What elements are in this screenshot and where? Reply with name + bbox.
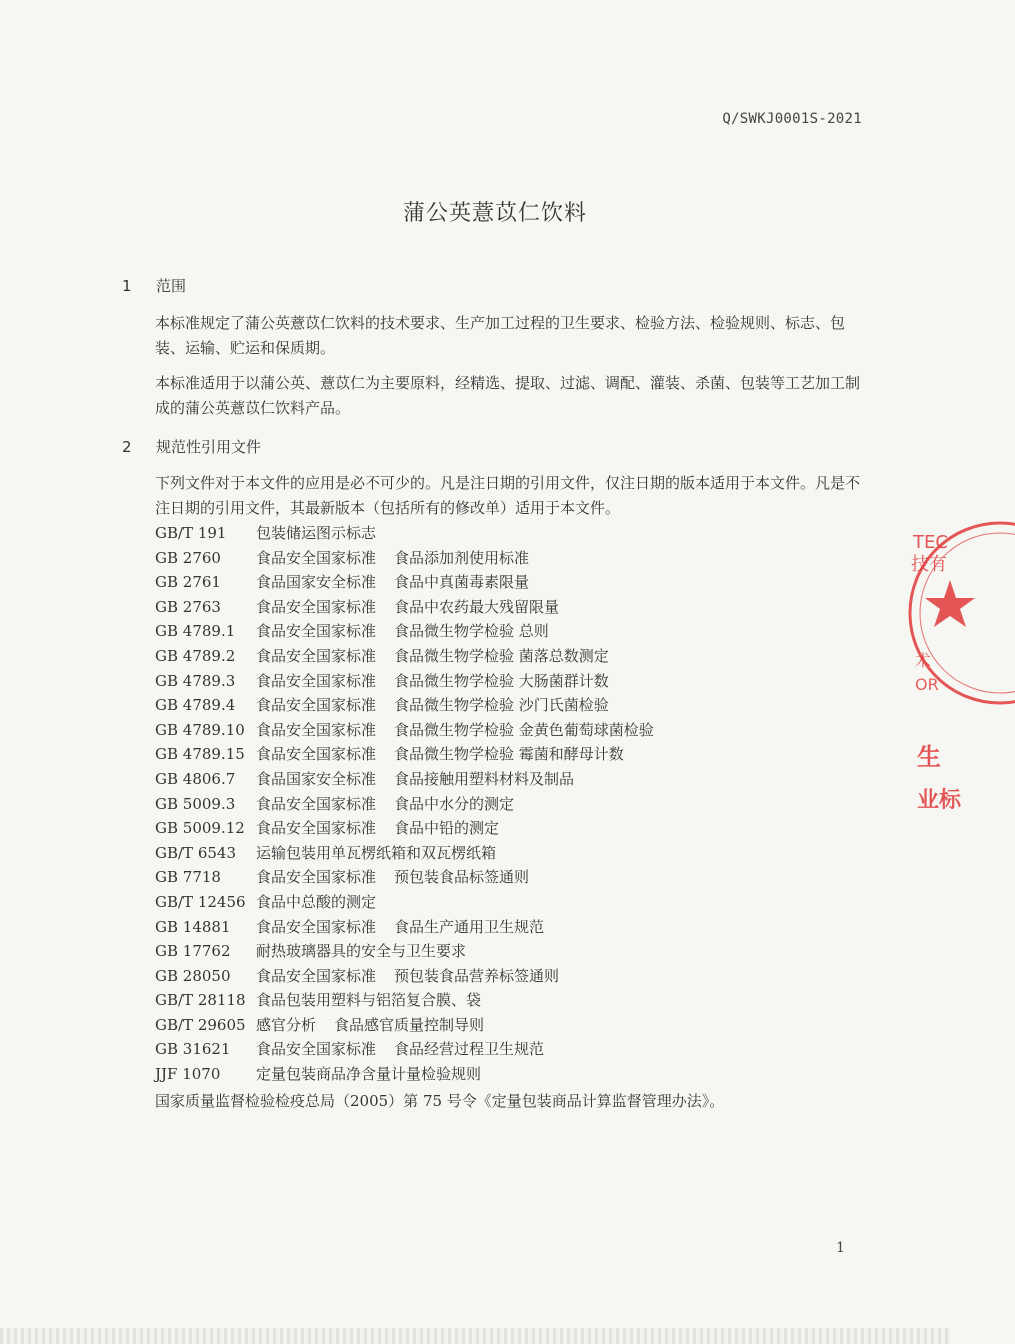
reference-row — [155, 915, 875, 940]
reference-code: GB 5009.12 — [155, 819, 245, 838]
reference-row — [155, 644, 875, 669]
reference-code: GB 4789.2 — [155, 646, 236, 665]
reference-row — [155, 890, 875, 915]
reference-title: 食品安全国家标准 — [256, 794, 377, 813]
reference-title: 食品安全国家标准 — [256, 819, 377, 838]
reference-row — [155, 1037, 875, 1062]
reference-subtitle: 食品中农药最大残留限量 — [394, 597, 560, 616]
reference-code: GB/T 6543 — [155, 843, 237, 862]
reference-code: GB 4789.3 — [155, 671, 236, 690]
reference-code: GB 4789.1 — [155, 622, 236, 641]
references-intro: 下列文件对于本文件的应用是必不可少的。凡是注日期的引用文件，仅注日期的版本适用于本文件。凡是不注日期的引用文件，其最新版本（包括所有的修改单）适用于本文件。 — [155, 474, 861, 517]
reference-subtitle: 食品中真菌毒素限量 — [394, 573, 530, 592]
reference-subtitle: 食品微生物学检验 霉菌和酵母计数 — [394, 745, 624, 764]
reference-row — [155, 939, 875, 964]
reference-code: GB 4789.10 — [155, 720, 245, 739]
reference-title: 食品安全国家标准 — [256, 917, 377, 936]
reference-subtitle: 食品微生物学检验 沙门氏菌检验 — [394, 696, 609, 715]
reference-subtitle: 食品感官质量控制导则 — [334, 1015, 485, 1034]
reference-row — [155, 619, 875, 644]
reference-title: 食品国家安全标准 — [256, 769, 377, 788]
reference-title: 食品安全国家标准 — [256, 720, 377, 739]
reference-row — [155, 816, 875, 841]
reference-code: JJF 1070 — [155, 1065, 221, 1084]
section-2-heading — [122, 436, 261, 457]
svg-text:TEC: TEC — [913, 532, 948, 553]
reference-row — [155, 546, 875, 571]
reference-title: 运输包装用单瓦楞纸箱和双瓦楞纸箱 — [256, 843, 497, 862]
reference-title: 包装储运图示标志 — [256, 524, 377, 542]
svg-text:术: 术 — [915, 651, 932, 670]
reference-subtitle: 食品接触用塑料材料及制品 — [394, 769, 575, 788]
reference-title: 食品安全国家标准 — [256, 671, 377, 690]
reference-code: GB 4806.7 — [155, 769, 236, 788]
reference-title: 定量包装商品净含量计量检验规则 — [256, 1065, 482, 1084]
reference-subtitle: 预包装食品营养标签通则 — [394, 966, 560, 985]
reference-code: GB 2763 — [155, 597, 221, 616]
reference-code: GB 17762 — [155, 942, 231, 961]
svg-text:技有: 技有 — [911, 554, 947, 575]
reference-row — [155, 570, 875, 595]
section-number: 1 — [122, 277, 132, 295]
closing-line: 国家质量监督检验检疫总局（2005）第 75 号令《定量包装商品计算监督管理办法》。 — [155, 1091, 725, 1110]
reference-code: GB 2760 — [155, 548, 221, 567]
reference-code: GB 5009.3 — [155, 794, 236, 813]
reference-title: 食品安全国家标准 — [256, 548, 377, 567]
svg-text:业标: 业标 — [917, 788, 962, 813]
reference-row — [155, 767, 875, 792]
reference-row — [155, 693, 875, 718]
reference-subtitle: 食品中铅的测定 — [394, 819, 500, 838]
reference-subtitle: 食品微生物学检验 菌落总数测定 — [394, 646, 609, 665]
reference-row — [155, 742, 875, 767]
scope-paragraph-2: 本标准适用于以蒲公英、薏苡仁为主要原料，经精选、提取、过滤、调配、灌装、杀菌、包装等工艺加工制成的蒲公英薏苡仁饮料产品。 — [155, 374, 861, 417]
reference-row — [155, 718, 875, 743]
scope-paragraph-1: 本标准规定了蒲公英薏苡仁饮料的技术要求、生产加工过程的卫生要求、检验方法、检验规则、标志、包装、运输、贮运和保质期。 — [155, 314, 846, 357]
reference-row — [155, 865, 875, 890]
reference-title: 食品安全国家标准 — [256, 597, 377, 616]
reference-title: 食品中总酸的测定 — [256, 892, 377, 911]
reference-title: 食品安全国家标准 — [256, 966, 377, 985]
reference-subtitle: 食品中水分的测定 — [394, 794, 515, 813]
reference-title: 食品国家安全标准 — [256, 573, 377, 592]
reference-row — [155, 669, 875, 694]
svg-text:生: 生 — [917, 743, 941, 771]
reference-code: GB/T 191 — [155, 524, 227, 542]
reference-list — [155, 521, 875, 1087]
reference-code: GB 7718 — [155, 868, 221, 887]
reference-title: 食品包装用塑料与铝箔复合膜、袋 — [256, 991, 482, 1010]
reference-code: GB/T 12456 — [155, 892, 246, 911]
reference-title: 食品安全国家标准 — [256, 1040, 377, 1059]
reference-code: GB/T 28118 — [155, 991, 246, 1010]
reference-title: 食品安全国家标准 — [256, 868, 377, 887]
reference-row — [155, 841, 875, 866]
scan-edge — [0, 1328, 950, 1344]
reference-code: GB 14881 — [155, 917, 231, 936]
reference-row — [155, 521, 875, 546]
section-title: 规范性引用文件 — [156, 438, 262, 456]
reference-row — [155, 595, 875, 620]
reference-code: GB/T 29605 — [155, 1015, 246, 1034]
reference-title: 食品安全国家标准 — [256, 622, 377, 641]
reference-code: GB 2761 — [155, 573, 221, 592]
reference-title: 食品安全国家标准 — [256, 745, 377, 764]
section-1-heading — [122, 275, 186, 296]
reference-subtitle: 食品微生物学检验 大肠菌群计数 — [394, 671, 609, 690]
seal-stamp-fragment — [913, 735, 962, 830]
reference-subtitle: 食品微生物学检验 金黄色葡萄球菌检验 — [394, 720, 654, 739]
reference-title: 食品安全国家标准 — [256, 646, 377, 665]
seal-stamp — [905, 518, 1015, 708]
svg-text:OR: OR — [915, 675, 939, 694]
reference-title: 耐热玻璃器具的安全与卫生要求 — [256, 942, 467, 961]
section-title: 范围 — [156, 277, 187, 295]
reference-title: 感官分析 — [256, 1015, 317, 1034]
section-number: 2 — [122, 438, 132, 456]
document-code: Q/SWKJ0001S-2021 — [722, 111, 862, 127]
reference-row — [155, 1013, 875, 1038]
reference-row — [155, 792, 875, 817]
reference-row — [155, 988, 875, 1013]
reference-subtitle: 食品微生物学检验 总则 — [394, 622, 549, 641]
reference-code: GB 28050 — [155, 966, 231, 985]
reference-subtitle: 预包装食品标签通则 — [394, 868, 530, 887]
reference-subtitle: 食品添加剂使用标准 — [394, 548, 530, 567]
reference-subtitle: 食品生产通用卫生规范 — [394, 917, 545, 936]
reference-subtitle: 食品经营过程卫生规范 — [394, 1040, 545, 1059]
reference-row — [155, 964, 875, 989]
document-title: 蒲公英薏苡仁饮料 — [402, 201, 587, 226]
page-number: 1 — [836, 1240, 845, 1256]
reference-row — [155, 1062, 875, 1087]
reference-title: 食品安全国家标准 — [256, 696, 377, 715]
reference-code: GB 4789.15 — [155, 745, 245, 764]
reference-code: GB 31621 — [155, 1040, 231, 1059]
reference-code: GB 4789.4 — [155, 696, 236, 715]
